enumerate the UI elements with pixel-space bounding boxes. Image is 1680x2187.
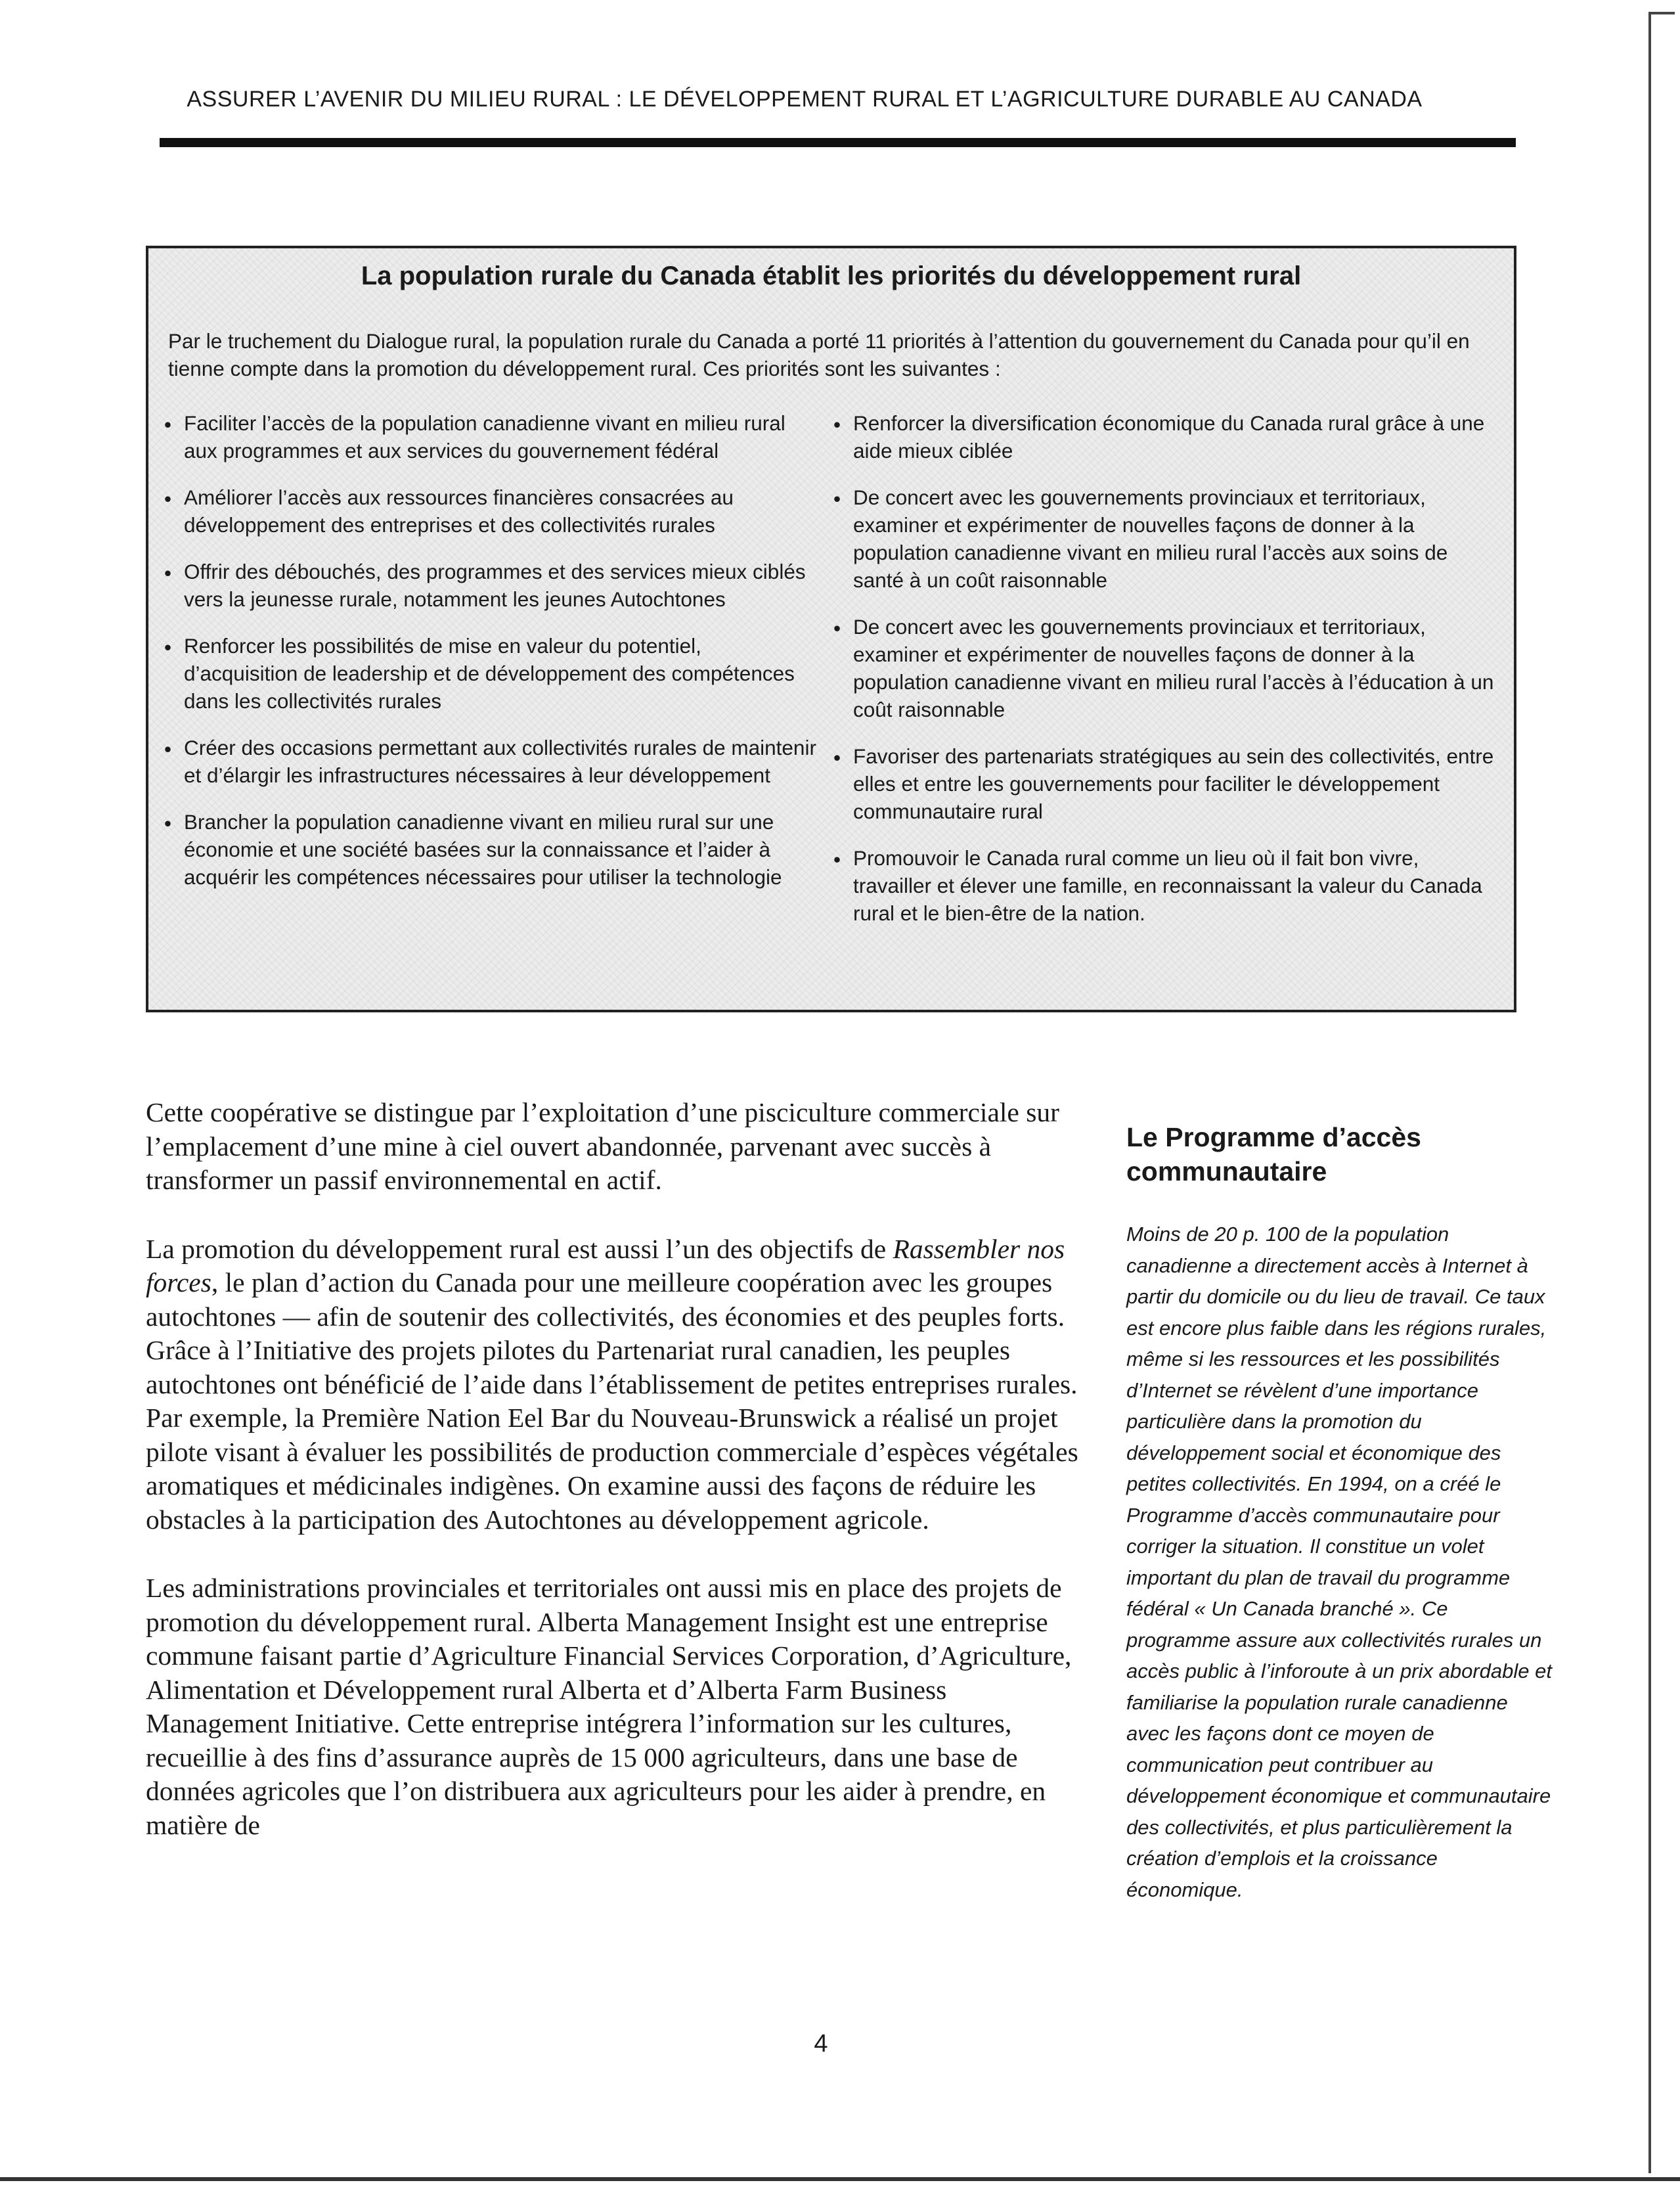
bullet-icon: • — [164, 811, 172, 835]
list-item — [833, 613, 1497, 723]
list-item — [164, 808, 821, 891]
priorities-list-left — [164, 409, 821, 910]
bullet-icon: • — [833, 413, 841, 436]
list-item — [833, 742, 1497, 825]
bottom-rule — [0, 2177, 1680, 2181]
list-item — [164, 734, 821, 789]
priorities-callout-box — [146, 246, 1516, 1012]
list-item — [164, 558, 821, 613]
bullet-icon: • — [164, 561, 172, 585]
list-item — [833, 409, 1497, 464]
bullet-icon: • — [833, 847, 841, 871]
priorities-list-right — [833, 409, 1497, 946]
main-text-column — [146, 1096, 1085, 1877]
body-paragraph: Les administrations provinciales et territoriales ont aussi mis en place des projets de promotion du développement rural. Alberta Management Insight est une entreprise commune faisant partie d’Agriculture Financial Services Corporation, d’Agriculture, Alimentation et Développement rural Alberta et d’Alberta Farm Business Management Initiative. Cette entreprise intégrera l’information sur les cultures, recueillie à des fins d’assurance auprès de 15 000 agriculteurs, dans une base de données agricoles que l’on distribuera aux agriculteurs pour les aider à prendre, en matière de — [146, 1573, 1072, 1840]
callout-intro: Par le truchement du Dialogue rural, la population rurale du Canada a porté 11 priorités à l’attention du gouvernement du Canada pour qu’il en tienne compte dans la promotion du développement rural. Ces priorités sont les suivantes : — [168, 329, 1470, 380]
list-item-text: Promouvoir le Canada rural comme un lieu où il fait bon vivre, travailler et élever une famille, en reconnaissant la valeur du Canada rural et le bien-être de la nation. — [853, 846, 1482, 925]
list-item-text: Renforcer les possibilités de mise en valeur du potentiel, d’acquisition de leadership et de développement des compétences dans les collectivités rurales — [184, 634, 795, 713]
list-item-text: Offrir des débouchés, des programmes et des services mieux ciblés vers la jeunesse rurale, notamment les jeunes Autochtones — [184, 560, 806, 611]
page-number: 4 — [814, 2030, 828, 2058]
body-text: , le plan d’action du Canada pour une meilleure coopération avec les groupes autochtones — afin de soutenir des collectivités, des économies et des peuples forts. Grâce à l’Initiative des projets pilotes du Partenariat rural canadien, les peuples autochtones ont bénéficié de l’aide dans l’établissement de petites entreprises rurales. Par exemple, la Première Nation Eel Bar du Nouveau-Brunswick a réalisé un projet pilote visant à évaluer les possibilités de production commerciale d’espèces végétales aromatiques et médicinales indigènes. On examine aussi des façons de réduire les obstacles à la participation des Autochtones au développement agricole. — [146, 1267, 1078, 1535]
scan-edge-rule — [1648, 12, 1651, 2173]
scan-edge-mark — [1648, 12, 1675, 14]
list-item-text: Renforcer la diversification économique du Canada rural grâce à une aide mieux ciblée — [853, 411, 1485, 462]
list-item-text: Favoriser des partenariats stratégiques au sein des collectivités, entre elles et entre les gouvernements pour faciliter le développement communautaire rural — [853, 744, 1494, 823]
list-item-text: Améliorer l’accès aux ressources financières consacrées au développement des entreprises et des collectivités rurales — [184, 485, 734, 537]
list-item-text: De concert avec les gouvernements provinciaux et territoriaux, examiner et expérimenter de nouvelles façons de donner à la population canadienne vivant en milieu rural l’accès aux soins de santé à un coût raisonnable — [853, 485, 1448, 592]
list-item — [164, 409, 821, 464]
callout-title: La population rurale du Canada établit les priorités du développement rural — [361, 261, 1302, 290]
header-rule — [160, 138, 1516, 147]
bullet-icon: • — [164, 737, 172, 761]
bullet-icon: • — [164, 487, 172, 510]
body-text: La promotion du développement rural est aussi l’un des objectifs de — [146, 1233, 893, 1264]
bullet-icon: • — [833, 487, 841, 510]
list-item-text: Brancher la population canadienne vivant en milieu rural sur une économie et une société basées sur la connaissance et l’aider à acquérir les compétences nécessaires pour utiliser la technologie — [184, 810, 782, 889]
running-header: ASSURER L’AVENIR DU MILIEU RURAL : LE DÉVELOPPEMENT RURAL ET L’AGRICULTURE DURABLE AU CANADA — [187, 87, 1423, 112]
bullet-icon: • — [164, 413, 172, 436]
body-paragraph: Cette coopérative se distingue par l’exploitation d’une pisciculture commerciale sur l’emplacement d’une mine à ciel ouvert abandonnée, parvenant avec succès à transformer un passif environnemental en actif. — [146, 1097, 1059, 1195]
list-item — [164, 632, 821, 715]
bullet-icon: • — [164, 635, 172, 659]
sidebar-text: Moins de 20 p. 100 de la population canadienne a directement accès à Internet à partir du domicile ou du lieu de travail. Ce taux est encore plus faible dans les régions rurales, même si les ressources et les possibilités d’Internet se révèlent d’une importance particulière dans la promotion du développement social et économique des petites collectivités. En 1994, on a créé le Programme d’accès communautaire pour corriger la situation. Il constitue un volet important du plan de travail du programme fédéral « Un Canada branché ». Ce programme assure aux collectivités rurales un accès public à l’inforoute à un prix abordable et familiarise la population rurale canadienne avec les façons dont ce moyen de communication peut contribuer au développement économique et communautaire des collectivités, et plus particulièrement la création d’emplois et la croissance économique. — [1126, 1223, 1552, 1901]
list-item-text: De concert avec les gouvernements provinciaux et territoriaux, examiner et expérimenter de nouvelles façons de donner à la population canadienne vivant en milieu rural l’accès à l’éducation à un coût raisonnable — [853, 615, 1494, 721]
publication-title: Rassembler nos forces — [146, 1233, 1065, 1297]
list-item — [833, 844, 1497, 927]
sidebar-title: Le Programme d’accès communautaire — [1126, 1122, 1421, 1186]
list-item-text: Faciliter l’accès de la population canadienne vivant en milieu rural aux programmes et aux services du gouvernement fédéral — [184, 411, 785, 462]
list-item — [164, 484, 821, 539]
list-item-text: Créer des occasions permettant aux collectivités rurales de maintenir et d’élargir les infrastructures nécessaires à leur développement — [184, 736, 816, 787]
bullet-icon: • — [833, 746, 841, 769]
list-item — [833, 484, 1497, 594]
bullet-icon: • — [833, 616, 841, 640]
body-paragraph — [146, 1232, 1085, 1537]
